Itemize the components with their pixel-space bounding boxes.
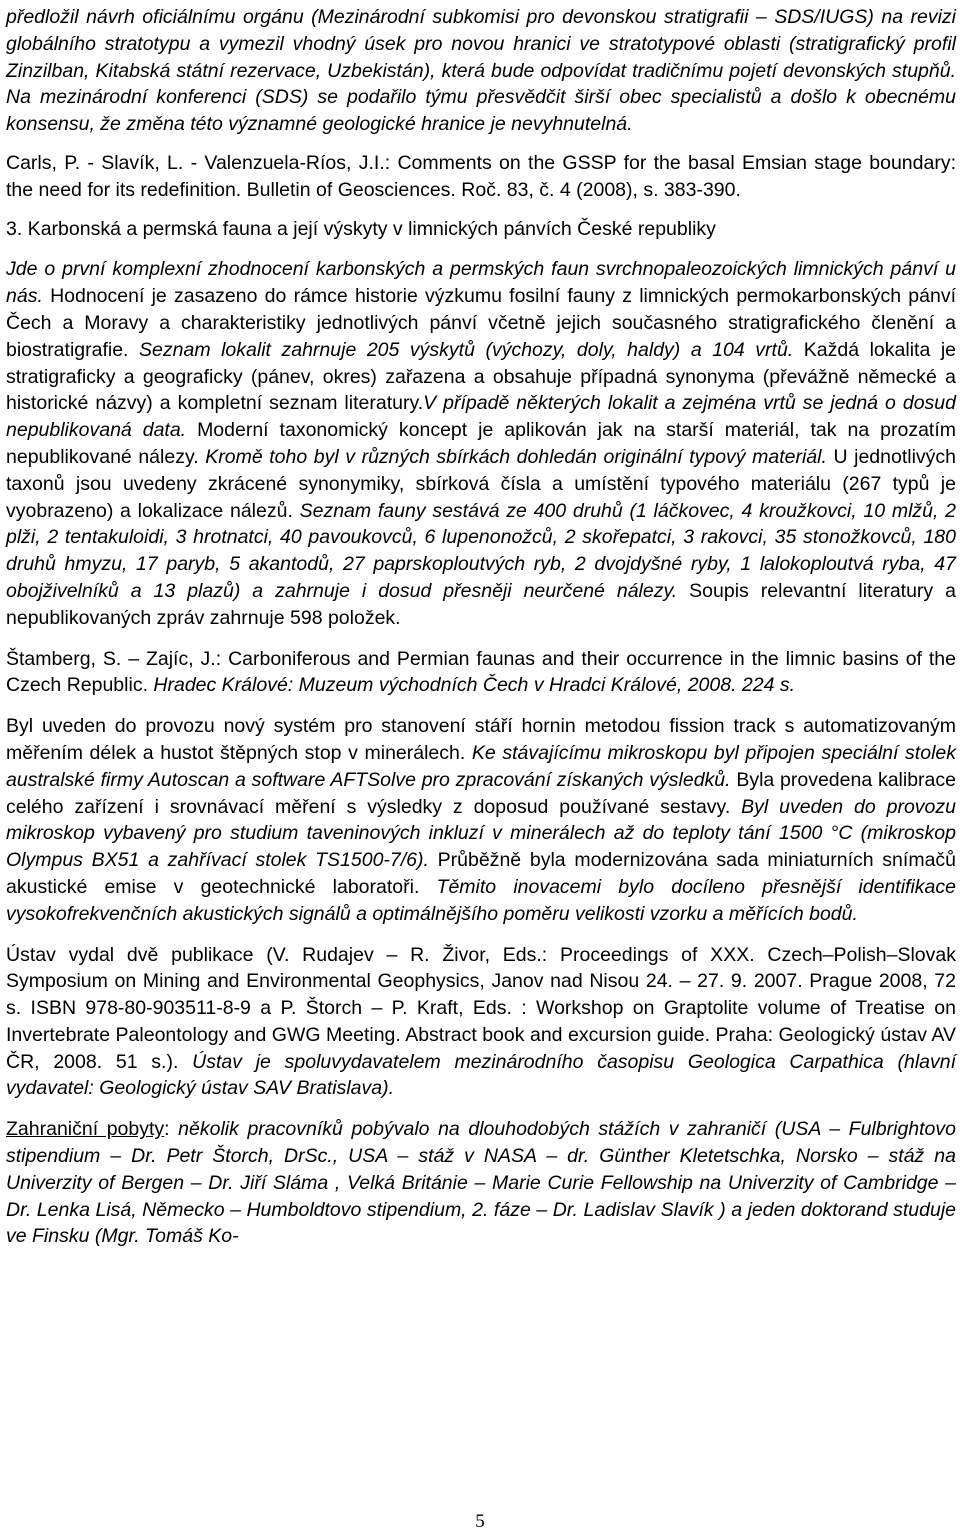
text-run: Ústav je spoluvydavatelem mezinárodního časopisu Geologica Carpathica (hlavní vydavatel: Geologický ústav SAV Bratislava).: [6, 1050, 957, 1100]
text-run: V případě některých lokalit a zejména vrtů se jedná o dosud nepublikovaná data.: [6, 392, 956, 442]
text-run: Těmito inovacemi bylo docíleno přesnější identifikace vysokofrekvenčních akustických signálů a optimálnějšího poměru velikosti vzorku a měřících bodů.: [6, 875, 956, 925]
text-run: :: [164, 1118, 170, 1141]
paragraph-stays-abroad: [6, 1116, 956, 1250]
section-heading: [6, 216, 956, 243]
text-run: Seznam lokalit zahrnuje 205 výskytů (výchozy, doly, haldy) a 104 vrtů.: [128, 338, 794, 361]
document-page: [6, 4, 956, 1264]
text-run: Každá lokalita je stratigraficky a geograficky (pánev, okres) zařazena a obsahuje případná synonyma (převážně německé a historické názvy) a kompletní seznam literatury.: [6, 338, 957, 415]
reference-authors: Štamberg, S. – Zajíc, J.: [6, 647, 216, 670]
text-run: Na mezinárodní konferenci (SDS) se podařilo týmu přesvědčit širší obec specialistů a došlo k obecnému konsensu, že změna této významné geologické hranice je nevyhnutelná.: [6, 86, 956, 136]
reference-details: : Comments on the GSSP for the basal Emsian stage boundary: the need for its redefinition. Bulletin of Geosciences. Roč. 83, č. 4 (2008), s. 383-390.: [6, 151, 957, 201]
text-run: V. Rudajev – R. Živor, Eds.: Proceedings of XXX. Czech–Polish–Slovak Symposium on Mining and Environmental Geophysics, Janov nad Nisou 24. – 27. 9. 2007. Prague 2008, 72 s. ISBN 978-80-903511-8-9 a P. Štorch – P. Kraft, Eds. : Workshop on Graptolite volume of Treatise on Invertebrate Paleontology and GWG Meeting. Abstract book and excursion guide. Praha: Geologický ústav AV ČR, 2008. 51 s.: [6, 943, 956, 1073]
text-run: Byl uveden do provozu nový systém pro stanovení stáří hornin metodou fission track s automatizovaným měřením délek a hustot štěpných stop v minerálech.: [6, 715, 956, 764]
text-run: předložil návrh oficiálnímu orgánu (Mezinárodní subkomisi pro devonskou stratigrafii – SDS/IUGS) na revizi globálního stratotypu a vymezil vhodný úsek pro novou hranici ve stratotypové oblasti (stratigrafický profil Zinzilban, Kitabská státní rezervace, Uzbekistán), která bude odpovídat tradičnímu pojetí devonských stupňů.: [6, 6, 956, 82]
section-label: Zahraniční pobyty: [6, 1118, 165, 1141]
page-number: 5: [475, 1511, 485, 1532]
text-run: U jednotlivých taxonů jsou uvedeny zkrácené synonymiky, sbírková čísla a umístění typového materiálu (267 typů je vyobrazeno) a lokalizace nálezů.: [6, 445, 957, 522]
paragraph-instruments: [6, 713, 956, 927]
text-run: Ke stávajícímu mikroskopu byl připojen speciální stolek australské firmy Autoscan a software AFTSolve pro zpracování získaných výsledků.: [6, 741, 956, 791]
text-run: Moderní taxonomický koncept je aplikován jak na starší materiál, tak na prozatím nepublikované nálezy.: [6, 419, 956, 468]
text-run: Seznam fauny sestává ze 400 druhů (1 láčkovec, 4 kroužkovci, 10 mlžů, 2 plži, 2 tentakuloidi, 3 hrotnatci, 40 pavoukovců, 6 lupenonožců, 2 skořepatci, 3 rakovci, 35 stonožkovců, 180 druhů hmyzu, 17 paryb, 5 akantodů, 27 paprskoploutvých ryb, 2 dvojdyšné ryby, 1 lalokoploutvá ryba, 47 obojživelníků a 13 plazů) a zahrnuje i dosud přesněji neurčené nálezy.: [6, 499, 956, 602]
text-run: Ústav vydal dvě publikace (: [6, 943, 273, 966]
paragraph-fauna: [6, 256, 956, 631]
reference-details: : Carboniferous and Permian faunas and their occurrence in the limnic basins of the Czech Republic.: [6, 647, 956, 697]
reference-stamberg: [6, 646, 956, 700]
reference-authors: Carls, P. - Slavík, L. - Valenzuela-Ríos, J.I.: [6, 151, 385, 174]
text-run: Soupis relevantní literatury a nepublikovaných zpráv zahrnuje 598 položek.: [6, 579, 956, 629]
text-run: Průběžně byla modernizována sada miniaturních snímačů akustické emise v geotechnické laboratoři.: [6, 849, 957, 898]
section-title: Karbonská a permská fauna a její výskyty v limnických pánvích České republiky: [22, 217, 716, 240]
text-run: Kromě toho byl v různých sbírkách dohledán originální typový materiál.: [198, 445, 827, 468]
text-run: Byla provedena kalibrace celého zařízení i srovnávací měření s výsledky z doposud používané sestavy.: [6, 768, 956, 818]
paragraph-publications: [6, 942, 956, 1103]
reference-publisher: Hradec Králové: Muzeum východních Čech v Hradci Králové, 2008. 224 s.: [147, 674, 796, 697]
section-number: 3.: [6, 217, 23, 240]
text-run: Byl uveden do provozu mikroskop vybavený pro studium taveninových inkluzí v minerálech až do teploty tání 1500 °C (mikroskop Olympus BX51 a zahřívací stolek TS1500-7/6).: [6, 795, 956, 872]
text-run: několik pracovníků pobývalo na dlouhodobých stážích v zahraničí (USA – Fulbrightovo stipendium – Dr. Petr Štorch, DrSc., USA – stáž v NASA – dr. Günther Kletetschka, Norsko – stáž na Univerzity of Bergen – Dr. Jiří Sláma , Velká Británie – Marie Curie Fellowship na Univerzity of Cambridge – Dr. Lenka Lisá, Německo – Humboldtovo stipendium, 2. fáze – Dr. Ladislav Slavík ) a jeden doktorand studuje ve Finsku (Mgr. Tomáš Ko-: [6, 1118, 956, 1248]
reference-carls: [6, 150, 956, 204]
text-run: Hodnocení je zasazeno do rámce historie výzkumu fosilní fauny z limnických permokarbonských pánví Čech a Moravy a charakteristiky jednotlivých pánví včetně jejich současného stratigrafického členění a biostratigrafie.: [6, 285, 956, 361]
text-run: ).: [166, 1050, 179, 1073]
text-run: Jde o první komplexní zhodnocení karbonských a permských faun svrchnopaleozoických limnických pánví u nás.: [6, 258, 956, 308]
paragraph-gssp-revision: [6, 4, 956, 138]
